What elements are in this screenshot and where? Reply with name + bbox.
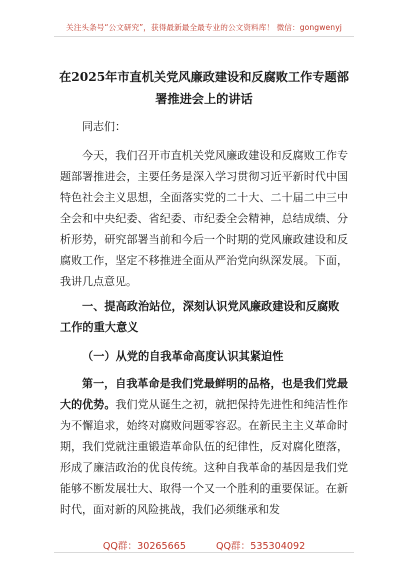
paragraph-body: 我们党从诞生之初，就把保持先进性和纯洁性作为不懈追求，始终对腐败问题零容忍。在新民主主义革命时期，我们党就注重锻造革命队伍的纪律性，反对腐化堕落，形成了廉洁政治的优良传统。这种自我革命的基因是我们党能够不断发展壮大、取得一个又一个胜利的重要保证。在新时代，面对新的风险挑战，我们必须继承和发 (60, 398, 349, 516)
header-divider (54, 36, 354, 37)
footer-qq-number-2: 535304092 (250, 541, 306, 552)
footer-qq-label-2: QQ群： (215, 541, 251, 552)
footer-contact (0, 538, 408, 552)
paragraph-intro: 今天，我们召开市直机关党风廉政建设和反腐败工作专题部署推进会，主要任务是深入学习贯彻习近平新时代中国特色社会主义思想，全面落实党的二十大、二十届二中三中全会和中央纪委、省纪委、市纪委全会精神，总结成绩、分析形势，研究部署当前和今后一个时期的党风廉政建设和反腐败工作，坚定不移推进全面从严治党向纵深发展。下面，我讲几点意见。 (60, 149, 348, 288)
header-banner: 关注头条号“公文研究”，获得最新最全最专业的公文资料库！ 微信：gongwenyj (66, 23, 342, 32)
footer-divider (54, 552, 354, 553)
section-heading-1: 一、提高政治站位，深刻认识党风廉政建设和反腐败工作的重大意义 (60, 299, 340, 334)
salutation: 同志们： (82, 120, 126, 133)
subsection-heading-1: （一）从党的自我革命高度认识其紧迫性 (82, 349, 284, 363)
footer-qq-label-1: QQ群： (102, 541, 138, 552)
paragraph-lead-bold: 第一，自我革命是我们党最鲜明的品格，也是我们党最大的优势。 (60, 377, 348, 411)
paragraph-first-point (60, 373, 348, 520)
document-title: 在2025年市直机关党风廉政建设和反腐败工作专题部署推进会上的讲话 (59, 70, 349, 106)
footer-qq-number-1: 30265665 (137, 541, 186, 552)
